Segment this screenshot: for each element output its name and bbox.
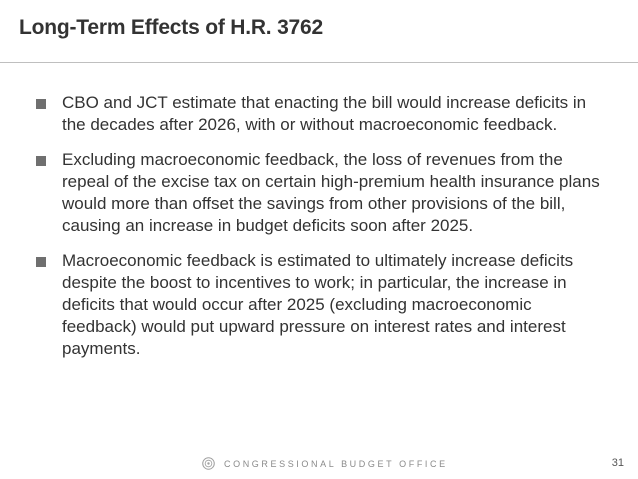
bullet-list — [0, 92, 638, 373]
title-divider — [0, 62, 638, 63]
square-bullet-icon — [36, 156, 46, 166]
slide-footer — [0, 451, 638, 479]
cbo-seal-icon — [202, 457, 215, 470]
bullet-text: Excluding macroeconomic feedback, the loss of revenues from the repeal of the excise tax on certain high-premium health insurance plans would more than offset the savings from other provisions of the bill, causing an increase in budget deficits soon after 2025. — [62, 150, 600, 235]
square-bullet-icon — [36, 99, 46, 109]
bullet-item — [0, 250, 638, 360]
slide-title: Long-Term Effects of H.R. 3762 — [19, 16, 323, 39]
bullet-item — [0, 149, 638, 237]
footer-org-name: CONGRESSIONAL BUDGET OFFICE — [224, 459, 448, 469]
page-number: 31 — [611, 457, 624, 469]
bullet-item — [0, 92, 638, 136]
square-bullet-icon — [36, 257, 46, 267]
bullet-text: Macroeconomic feedback is estimated to ultimately increase deficits despite the boost to incentives to work; in particular, the increase in deficits that would occur after 2025 (excluding macroeconomic feedback) would put upward pressure on interest rates and interest payments. — [62, 251, 574, 358]
bullet-text: CBO and JCT estimate that enacting the bill would increase deficits in the decades after 2026, with or without macroeconomic feedback. — [62, 93, 587, 134]
